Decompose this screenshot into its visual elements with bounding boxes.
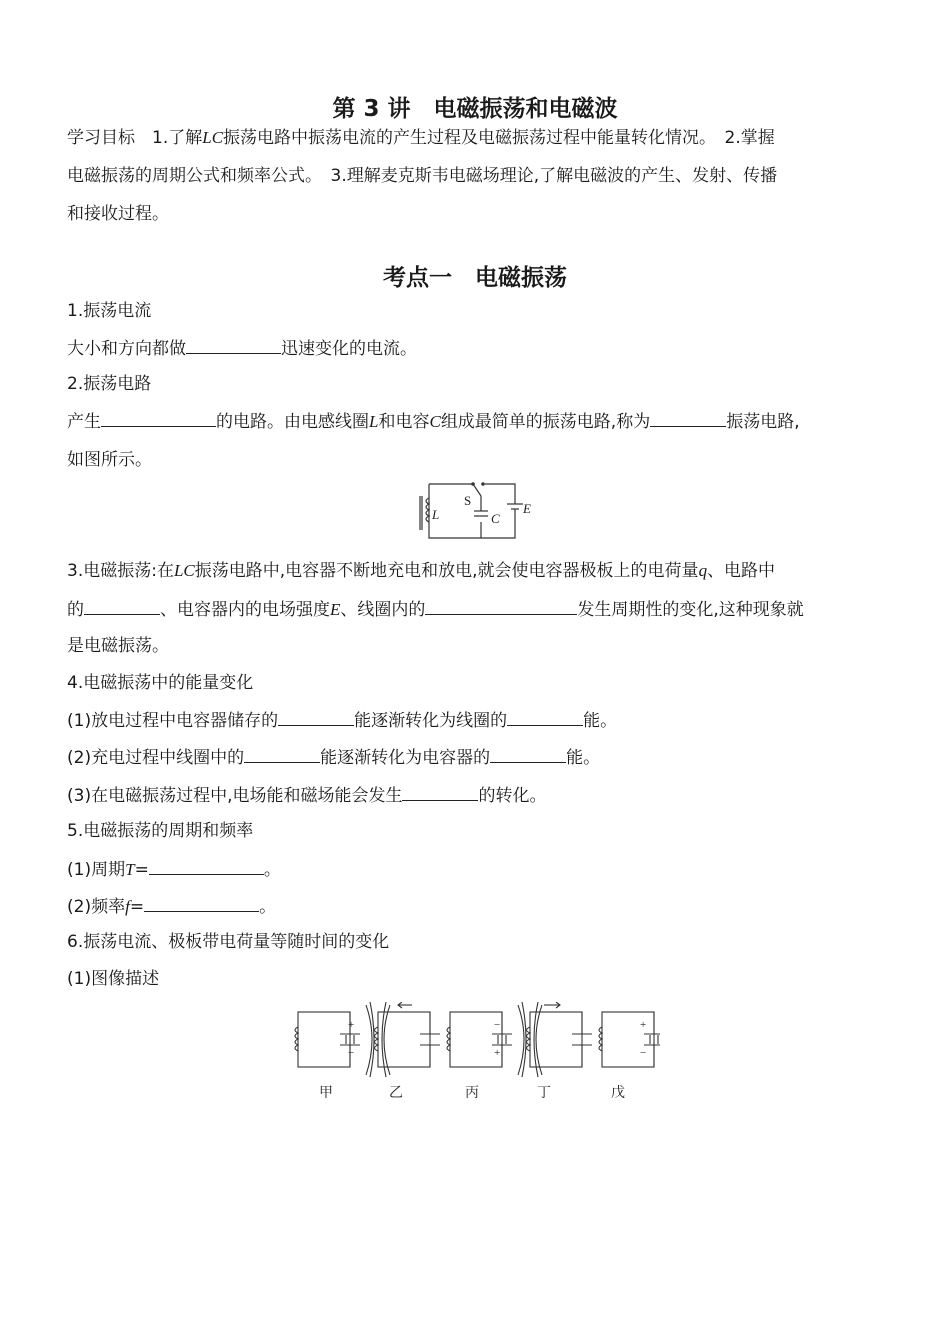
stage-label-ding: 丁	[537, 1086, 551, 1101]
blank[interactable]	[507, 708, 583, 726]
blank[interactable]	[84, 597, 160, 615]
blank[interactable]	[244, 745, 320, 763]
heading-3: 3.电磁振荡:在LC振荡电路中,电容器不断地充电和放电,就会使电容器极板上的电荷量q、电路中	[67, 561, 776, 581]
source-label: E	[523, 501, 531, 516]
oscillation-stages-figure	[290, 1002, 660, 1104]
heading-1: 1.振荡电流	[67, 301, 152, 321]
goals-line-3: 和接收过程。	[67, 204, 169, 224]
blank[interactable]	[425, 597, 577, 615]
sign-minus: −	[348, 1047, 355, 1059]
heading-4: 4.电磁振荡中的能量变化	[67, 673, 254, 693]
blank[interactable]	[186, 336, 281, 354]
blank[interactable]	[650, 409, 726, 427]
para-3-cont: 是电磁振荡。	[67, 636, 169, 656]
para-4-3: (3)在电磁振荡过程中,电场能和磁场能会发生 的转化。	[67, 783, 546, 808]
para-4-2: (2)充电过程中线圈中的 能逐渐转化为电容器的 能。	[67, 745, 600, 770]
capacitor-label: C	[491, 511, 500, 526]
para-4-1: (1)放电过程中电容器储存的 能逐渐转化为线圈的 能。	[67, 708, 617, 733]
blank[interactable]	[490, 745, 566, 763]
para-6-1: (1)图像描述	[67, 969, 160, 989]
stage-label-wu: 戊	[611, 1086, 625, 1101]
heading-5: 5.电磁振荡的周期和频率	[67, 821, 254, 841]
stage-label-bing: 丙	[465, 1086, 479, 1101]
heading-2: 2.振荡电路	[67, 374, 152, 394]
stage-ding-circuit	[518, 1002, 592, 1077]
switch-label: S	[464, 493, 472, 508]
para-5-2: (2)频率f= 。	[67, 894, 276, 919]
goals-line-1: 学习目标 1.了解LC振荡电路中振荡电流的产生过程及电磁振荡过程中能量转化情况。 2.掌握	[67, 128, 775, 148]
section-title: 考点一 电磁振荡	[383, 265, 567, 291]
sign-plus: +	[348, 1019, 355, 1031]
para-2-cont: 如图所示。	[67, 450, 152, 470]
blank[interactable]	[278, 708, 354, 726]
stage-bing-circuit	[447, 1012, 512, 1067]
stage-label-yi: 乙	[389, 1086, 403, 1101]
para-3: 的 、电容器内的电场强度E、线圈内的 发生周期性的变化,这种现象就	[67, 597, 804, 622]
sign-plus: +	[640, 1019, 647, 1031]
sign-minus: −	[494, 1019, 501, 1031]
lecture-title: 第 3 讲 电磁振荡和电磁波	[332, 96, 618, 122]
sign-minus: −	[640, 1047, 647, 1059]
stage-label-jia: 甲	[319, 1086, 333, 1101]
lc-circuit-figure	[415, 478, 540, 548]
para-5-1: (1)周期T= 。	[67, 857, 281, 882]
stage-yi-circuit	[366, 1002, 440, 1077]
blank[interactable]	[144, 894, 259, 912]
inductor-label: L	[432, 507, 440, 522]
heading-6: 6.振荡电流、极板带电荷量等随时间的变化	[67, 932, 390, 952]
para-1: 大小和方向都做 迅速变化的电流。	[67, 336, 417, 361]
blank[interactable]	[101, 409, 216, 427]
sign-plus: +	[494, 1047, 501, 1059]
goals-line-2: 电磁振荡的周期公式和频率公式。 3.理解麦克斯韦电磁场理论,了解电磁波的产生、发射、传播	[67, 166, 778, 186]
para-2: 产生 的电路。由电感线圈L和电容C组成最简单的振荡电路,称为 振荡电路,	[67, 409, 800, 434]
blank[interactable]	[149, 857, 264, 875]
blank[interactable]	[402, 783, 478, 801]
stage-wu-circuit	[599, 1012, 660, 1067]
